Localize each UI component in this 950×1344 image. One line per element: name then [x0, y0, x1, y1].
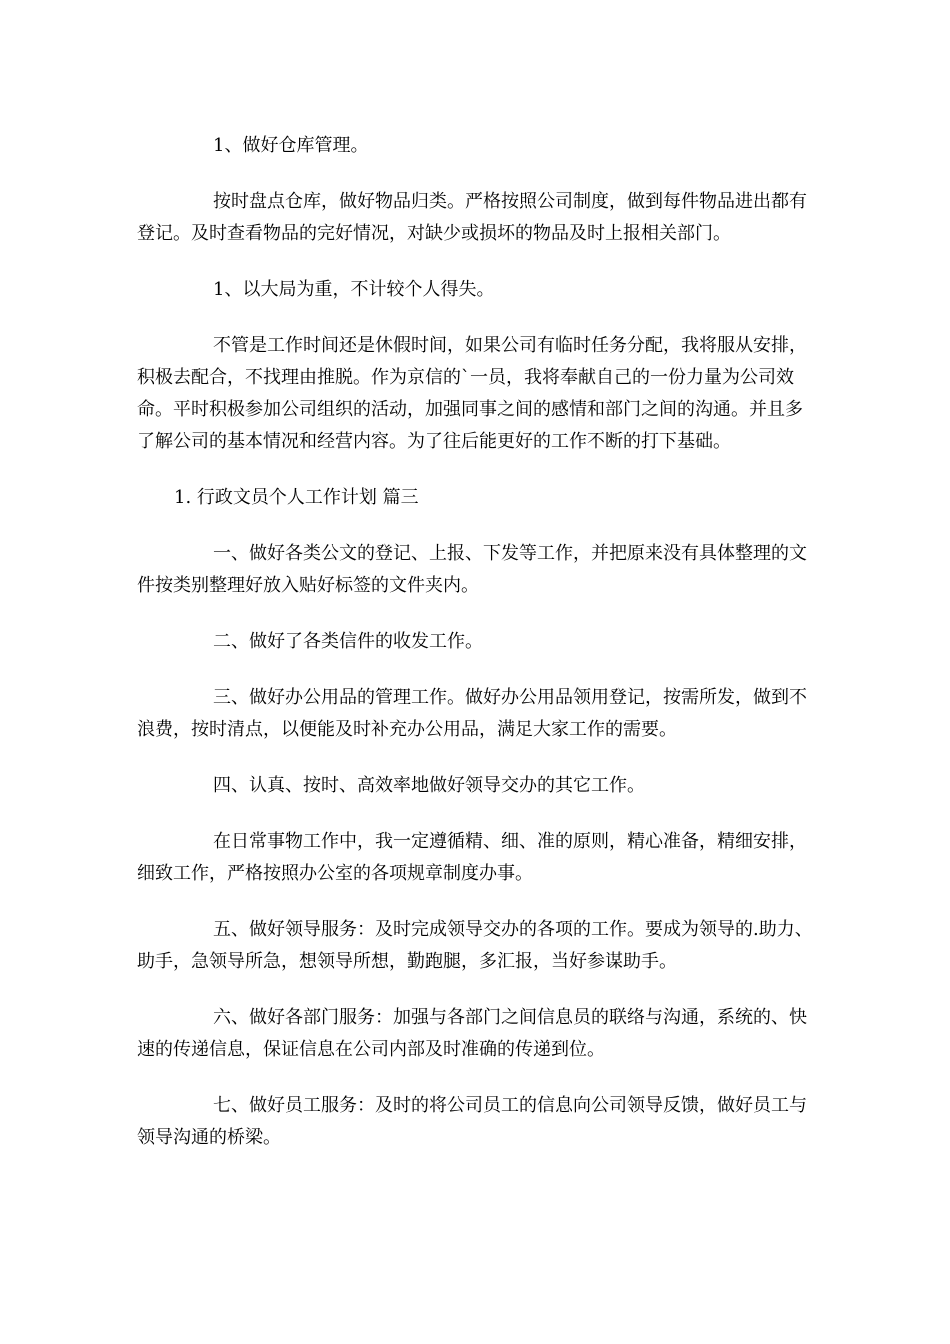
paragraph: 三、做好办公用品的管理工作。做好办公用品领用登记，按需所发，做到不浪费，按时清点，以便能及时补充办公用品，满足大家工作的需要。 — [137, 687, 807, 740]
section-heading: 1. 行政文员个人工作计划 篇三 — [174, 487, 419, 508]
paragraph: 四、认真、按时、高效率地做好领导交办的其它工作。 — [213, 775, 645, 796]
paragraph: 1、做好仓库管理。 — [213, 135, 369, 156]
paragraph: 二、做好了各类信件的收发工作。 — [213, 631, 483, 652]
document-body — [137, 130, 817, 1154]
paragraph: 不管是工作时间还是休假时间，如果公司有临时任务分配，我将服从安排，积极去配合，不找理由推脱。作为京信的`一员，我将奉献自己的一份力量为公司效命。平时积极参加公司组织的活动，加强同事之间的感情和部门之间的沟通。并且多了解公司的基本情况和经营内容。为了往后能更好的工作不断的打下基础。 — [137, 335, 807, 452]
paragraph: 在日常事物工作中，我一定遵循精、细、准的原则，精心准备，精细安排，细致工作，严格按照办公室的各项规章制度办事。 — [137, 831, 807, 884]
paragraph: 1、以大局为重，不计较个人得失。 — [213, 279, 495, 300]
paragraph: 七、做好员工服务：及时的将公司员工的信息向公司领导反馈，做好员工与领导沟通的桥梁。 — [137, 1095, 807, 1148]
paragraph: 一、做好各类公文的登记、上报、下发等工作，并把原来没有具体整理的文件按类别整理好放入贴好标签的文件夹内。 — [137, 543, 807, 596]
paragraph: 按时盘点仓库，做好物品归类。严格按照公司制度，做到每件物品进出都有登记。及时查看物品的完好情况，对缺少或损坏的物品及时上报相关部门。 — [137, 191, 807, 244]
paragraph: 五、做好领导服务：及时完成领导交办的各项的工作。要成为领导的.助力、助手，急领导所急，想领导所想，勤跑腿，多汇报，当好参谋助手。 — [137, 919, 813, 972]
paragraph: 六、做好各部门服务：加强与各部门之间信息员的联络与沟通，系统的、快速的传递信息，保证信息在公司内部及时准确的传递到位。 — [137, 1007, 807, 1060]
